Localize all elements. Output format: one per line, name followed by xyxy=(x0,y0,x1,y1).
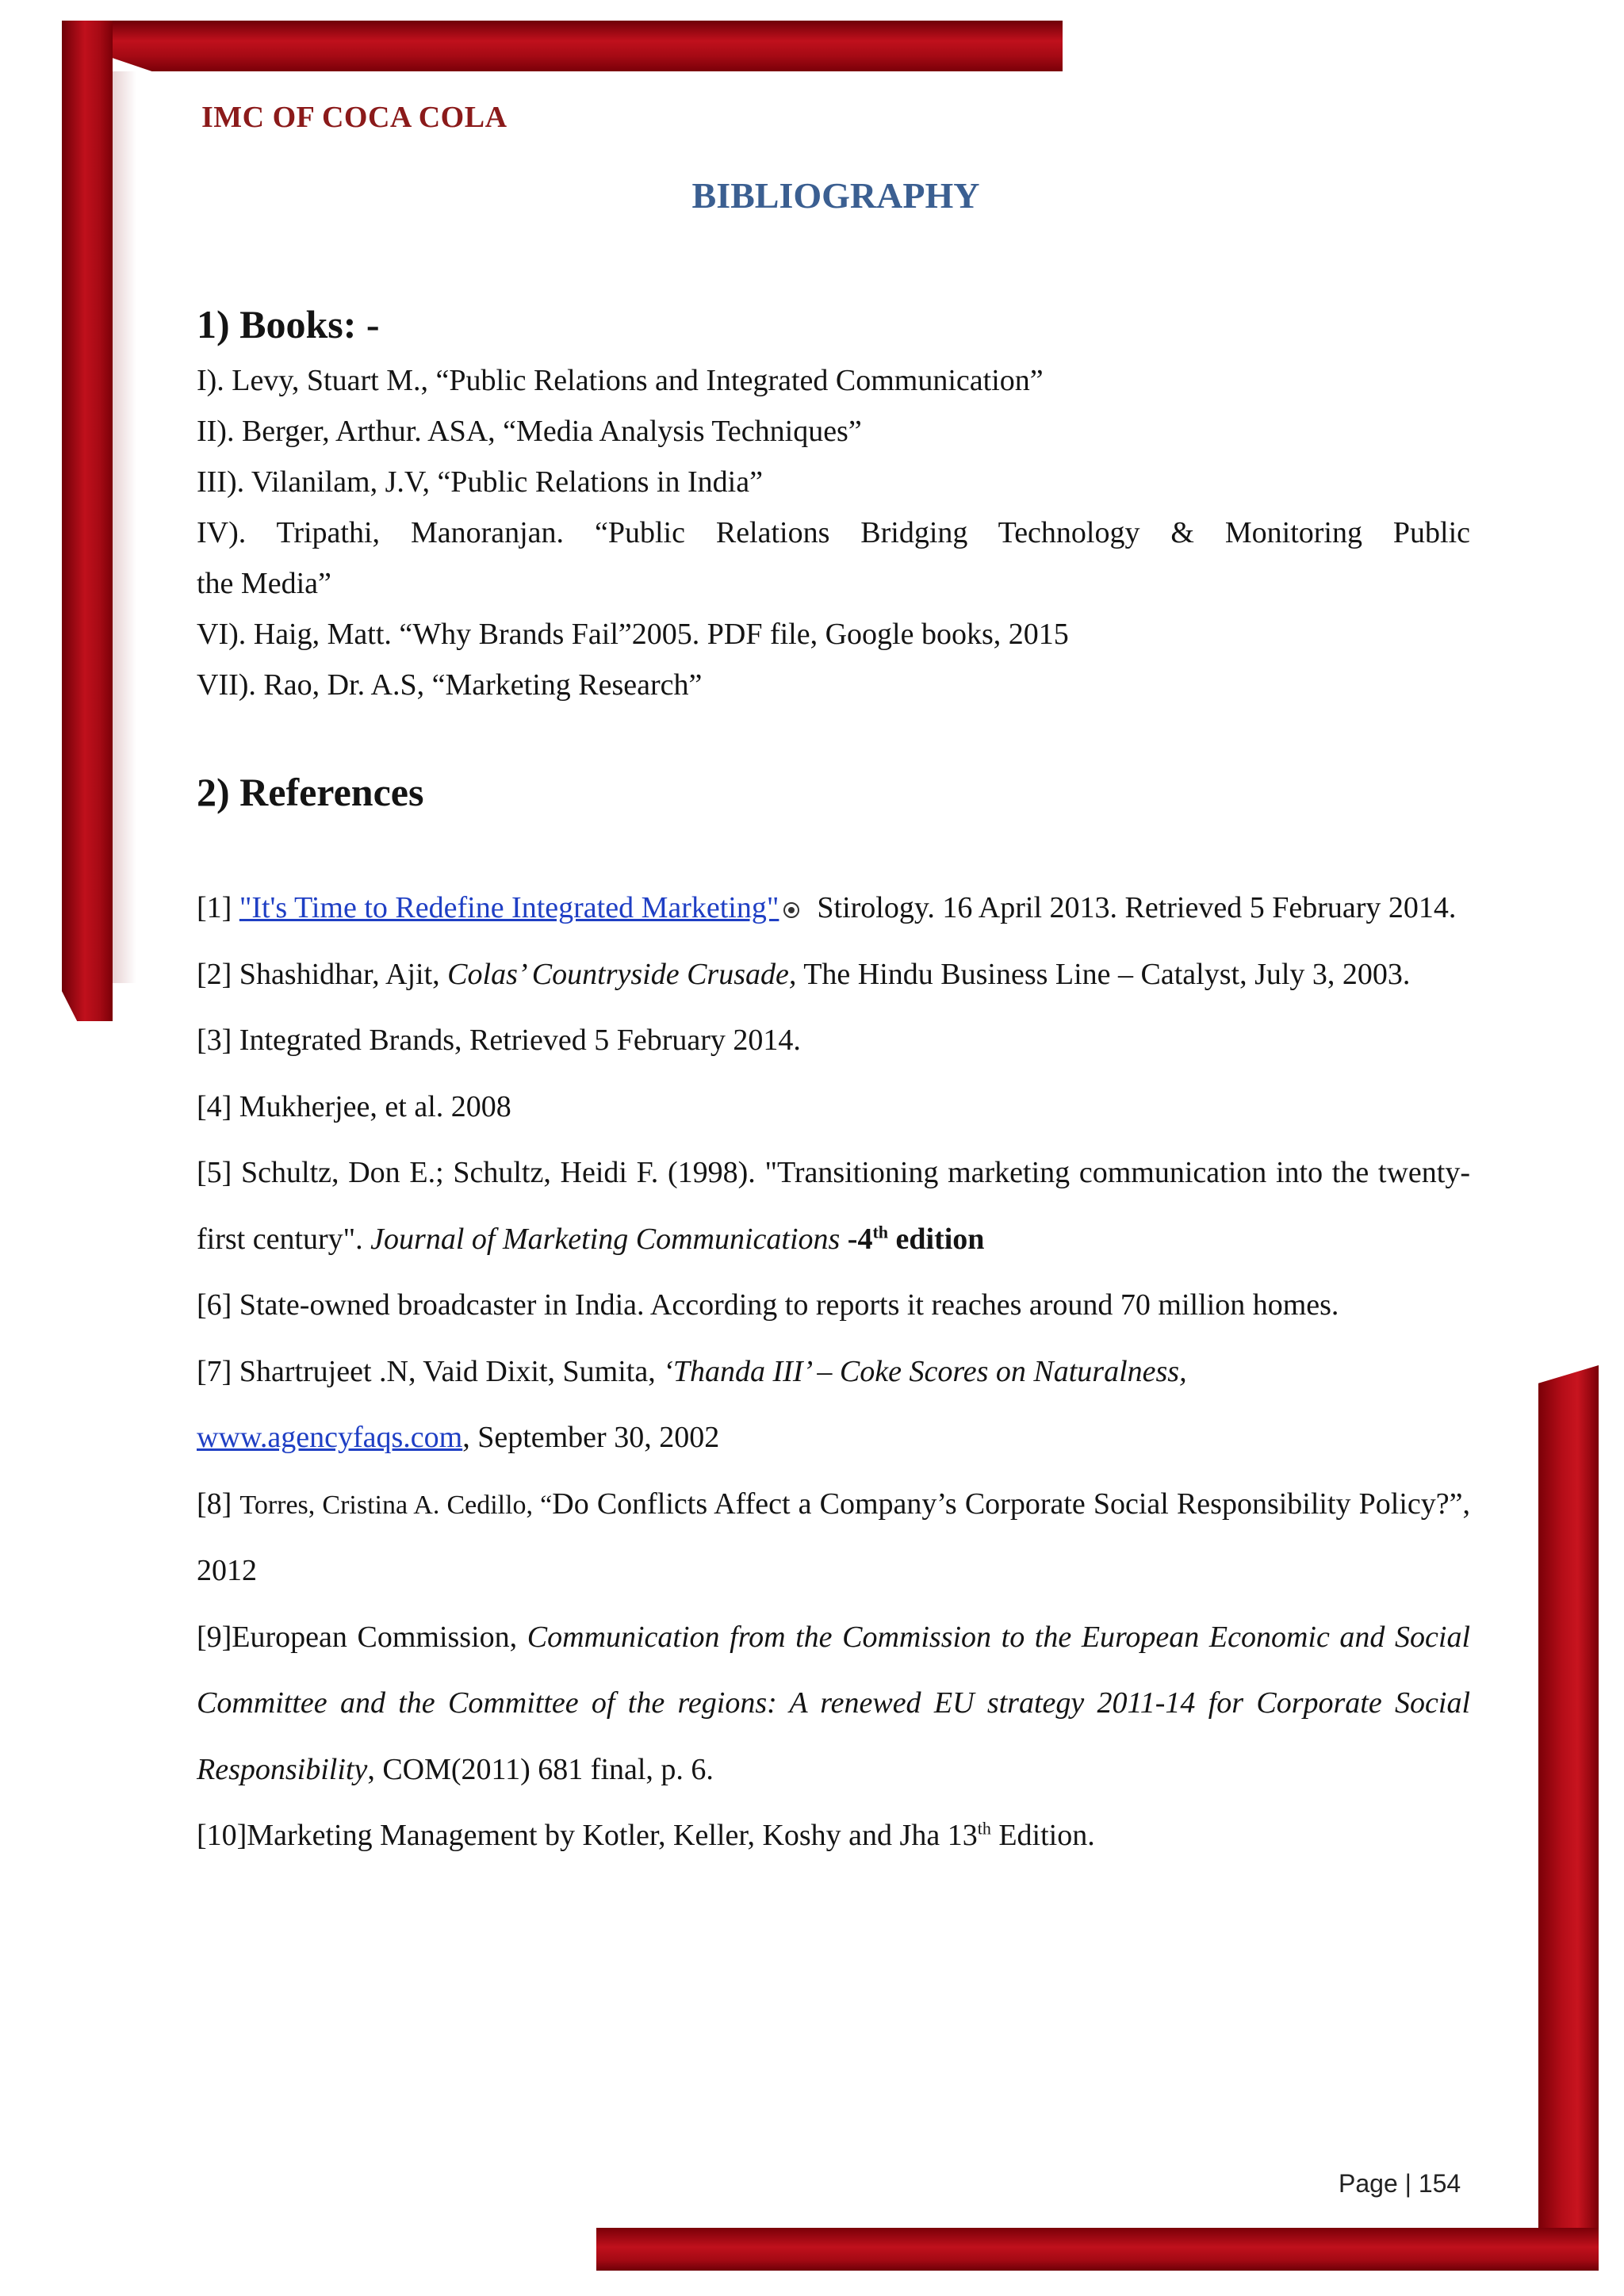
reference-6: [6] State-owned broadcaster in India. According to reports it reaches around 70 million homes. xyxy=(197,1288,1339,1322)
reference-3: [3] Integrated Brands, Retrieved 5 February 2014. xyxy=(197,1024,801,1057)
reference-8-number: [8] xyxy=(197,1487,240,1521)
reference-1-link[interactable]: "It's Time to Redefine Integrated Marketing" xyxy=(239,891,779,924)
right-red-frame xyxy=(1538,1365,1599,2266)
reference-4: [4] Mukherjee, et al. 2008 xyxy=(197,1089,511,1123)
reference-10-suffix: th xyxy=(977,1818,991,1839)
bottom-red-frame xyxy=(596,2228,1599,2271)
reference-5 xyxy=(197,1140,1470,1272)
book-item: I). Levy, Stuart M., “Public Relations and Integrated Communication” xyxy=(197,364,1044,397)
references-heading: 2) References xyxy=(197,770,424,814)
reference-1 xyxy=(197,875,1470,942)
reference-7-link[interactable]: www.agencyfaqs.com xyxy=(197,1421,463,1454)
references-list xyxy=(197,875,1470,1869)
reference-8-author: Torres, Cristina A. Cedillo, “ xyxy=(239,1490,553,1520)
reference-8 xyxy=(197,1471,1470,1605)
reference-5-journal: Journal of Marketing Communications xyxy=(370,1222,841,1256)
reference-2-title: Colas’ Countryside Crusade, xyxy=(447,957,797,991)
reference-8-title: Do Conflicts Affect a Company’s Corporate Social Responsibility Policy?”, 2012 xyxy=(197,1487,1470,1587)
reference-9-source: , COM(2011) 681 final, p. 6. xyxy=(367,1752,714,1786)
reference-7-title: ‘Thanda III’ – Coke Scores on Naturalness, xyxy=(663,1354,1187,1388)
books-heading: 1) Books: - xyxy=(197,302,380,346)
book-item: IV). Tripathi, Manoranjan. “Public Relations Bridging Technology & Monitoring Public xyxy=(197,516,1470,549)
reference-2-source: The Hindu Business Line – Catalyst, July 3, 2003. xyxy=(796,957,1411,991)
book-item: VI). Haig, Matt. “Why Brands Fail”2005. PDF file, Google books, 2015 xyxy=(197,618,1069,651)
reference-7 xyxy=(197,1339,1470,1471)
top-red-frame xyxy=(62,21,1063,71)
reference-5-text: [5] Schultz, Don E.; Schultz, Heidi F. (1998). "Transitioning marketing communication into the twenty-first century". xyxy=(197,1156,1470,1256)
document-body xyxy=(197,301,1470,1869)
reference-5-edition-number: -4 xyxy=(840,1222,873,1256)
book-item: II). Berger, Arthur. ASA, “Media Analysis Techniques” xyxy=(197,415,862,448)
reference-7-date: , September 30, 2002 xyxy=(462,1421,720,1454)
book-item-continuation: the Media” xyxy=(197,567,331,600)
external-link-icon xyxy=(783,902,799,918)
reference-5-edition-suffix: th xyxy=(872,1221,889,1242)
reference-2 xyxy=(197,942,1470,1008)
reference-2-text: [2] Shashidhar, Ajit, xyxy=(197,957,448,991)
book-item: VII). Rao, Dr. A.S, “Marketing Research” xyxy=(197,668,703,702)
reference-9-author: [9]European Commission, xyxy=(197,1620,527,1654)
reference-9 xyxy=(197,1605,1470,1804)
reference-10 xyxy=(197,1803,1470,1869)
left-red-frame xyxy=(62,21,113,1021)
book-item: III). Vilanilam, J.V, “Public Relations in India” xyxy=(197,465,763,499)
page-number: Page | 154 xyxy=(1339,2169,1461,2198)
reference-10-text: [10]Marketing Management by Kotler, Keller, Koshy and Jha 13 xyxy=(197,1819,978,1852)
reference-10-edition: Edition. xyxy=(990,1819,1095,1852)
reference-5-edition-word: edition xyxy=(888,1222,985,1256)
reference-7-text: [7] Shartrujeet .N, Vaid Dixit, Sumita, xyxy=(197,1354,664,1388)
reference-1-text: Stirology. 16 April 2013. Retrieved 5 February 2014. xyxy=(817,891,1457,924)
running-header: IMC OF COCA COLA xyxy=(201,101,508,134)
reference-9-title: Communication from the Commission to the European Economic and Social Committee and the Committee of the regions: A renewed EU strategy 2011-14 for Corporate Social Responsibility xyxy=(197,1620,1471,1786)
books-list xyxy=(197,355,1470,710)
page-title: BIBLIOGRAPHY xyxy=(691,175,980,216)
reference-number: [1] xyxy=(197,891,239,924)
